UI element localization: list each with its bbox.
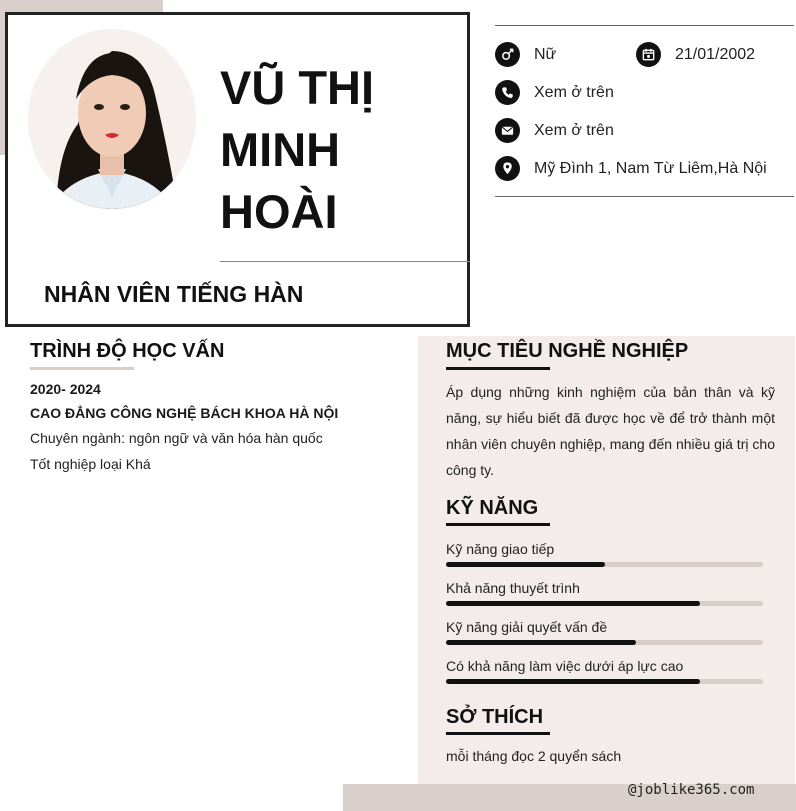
skill-bar-3	[446, 640, 763, 645]
objective-text: Áp dụng những kinh nghiệm của bản thân và kỹ năng, sự hiểu biết đã được học về để trở thành một nhân viên chuyên nghiệp, mang đến nhiều giá trị cho công ty.	[446, 384, 775, 478]
header-card	[5, 12, 470, 327]
objective-title-underline	[446, 367, 550, 370]
phone-row	[495, 80, 614, 105]
education-grade: Tốt nghiệp loại Khá	[30, 456, 151, 472]
education-years: 2020- 2024	[30, 381, 101, 397]
name-divider	[220, 261, 470, 262]
skill-bar-2	[446, 601, 763, 606]
skill-bar-fill	[446, 679, 700, 684]
skill-bar-4	[446, 679, 763, 684]
skills-title-underline	[446, 523, 550, 526]
name-line-3: HOÀI	[220, 185, 338, 238]
skills-title: KỸ NĂNG	[446, 497, 539, 519]
skill-label-4: Có khả năng làm việc dưới áp lực cao	[446, 658, 684, 674]
email-value: Xem ở trên	[534, 121, 614, 139]
birthdate-value: 21/01/2002	[675, 45, 756, 63]
gender-value: Nữ	[534, 45, 557, 63]
contact-top-divider	[495, 25, 794, 26]
education-title-underline	[30, 367, 134, 370]
education-title: TRÌNH ĐỘ HỌC VẤN	[30, 340, 225, 362]
skill-bar-fill	[446, 640, 636, 645]
profile-photo	[28, 29, 196, 209]
objective-title: MỤC TIÊU NGHỀ NGHIỆP	[446, 340, 689, 362]
gender-icon	[495, 42, 520, 67]
contact-bottom-divider	[495, 196, 794, 197]
phone-value: Xem ở trên	[534, 83, 614, 101]
location-pin-icon	[495, 156, 520, 181]
portrait-illustration	[28, 29, 196, 209]
address-value: Mỹ Đình 1, Nam Từ Liêm,Hà Nội	[534, 159, 767, 177]
hobbies-title-underline	[446, 732, 550, 735]
skill-bar-1	[446, 562, 763, 567]
hobbies-title: SỞ THÍCH	[446, 706, 544, 728]
skill-bar-fill	[446, 601, 700, 606]
name-line-1: VŨ THỊ	[220, 61, 375, 114]
birthdate-row	[636, 42, 755, 67]
skill-label-1: Kỹ năng giao tiếp	[446, 541, 555, 557]
hobby-text: mỗi tháng đọc 2 quyển sách	[446, 748, 622, 764]
education-school: CAO ĐẲNG CÔNG NGHỆ BÁCH KHOA HÀ NỘI	[30, 405, 339, 421]
education-major: Chuyên ngành: ngôn ngữ và văn hóa hàn quốc	[30, 430, 323, 446]
job-title: NHÂN VIÊN TIẾNG HÀN	[44, 281, 304, 307]
email-row	[495, 118, 614, 143]
watermark-text: @joblike365.com	[628, 782, 755, 798]
mail-icon	[495, 118, 520, 143]
address-row	[495, 156, 767, 181]
calendar-icon	[636, 42, 661, 67]
skill-label-3: Kỹ năng giải quyết vấn đề	[446, 619, 608, 635]
full-name	[220, 57, 460, 243]
name-line-2: MINH	[220, 123, 341, 176]
skill-bar-fill	[446, 562, 605, 567]
skill-label-2: Khả năng thuyết trình	[446, 580, 580, 596]
phone-icon	[495, 80, 520, 105]
gender-row	[495, 42, 556, 67]
